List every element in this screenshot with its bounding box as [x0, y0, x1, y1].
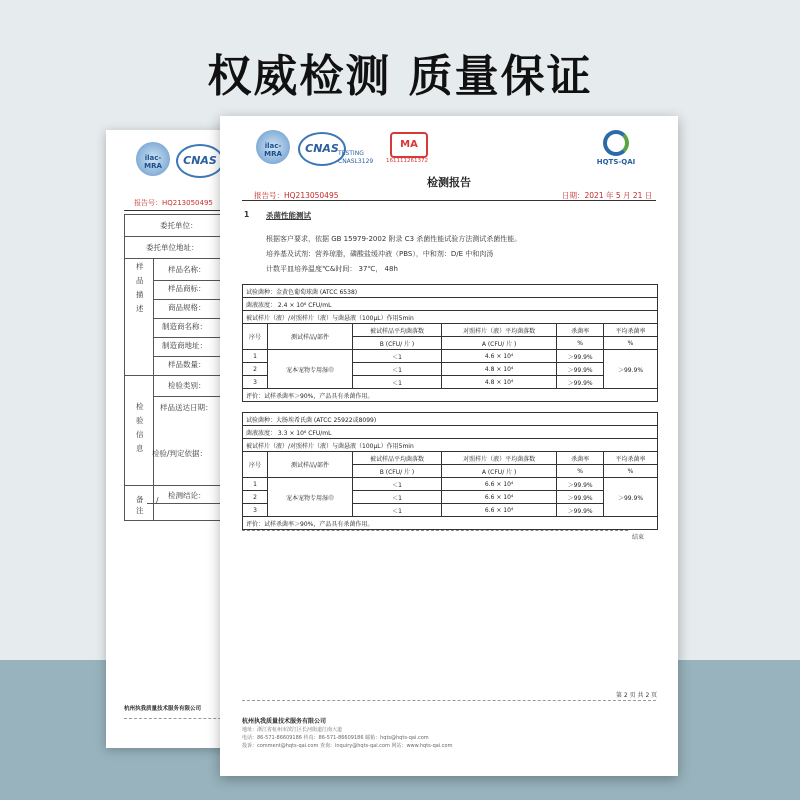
t2-sh-a: A (CFU/ 片 ) [441, 465, 556, 478]
t1-r0-b: ＜1 [353, 350, 442, 363]
t1-h-rate: 杀菌率 [557, 324, 604, 337]
t2-r1-r: ＞99.9% [557, 491, 604, 504]
t1-sh-rate: % [557, 337, 604, 350]
intro-line-1: 培养基及试剂：营养琼脂，磷酸盐缓冲液（PBS），中和剂：D/E 中和肉汤 [266, 250, 494, 258]
t1-sh-avg: % [603, 337, 657, 350]
back-company: 杭州执我质量技术服务有限公司 [124, 706, 202, 712]
intro-line-2: 计数平皿培养温度℃&时间： 37℃， 48h [266, 265, 398, 273]
note-label: 备注 [136, 495, 144, 515]
t1-r2-r: ＞99.9% [557, 376, 604, 389]
report-title: 检测报告 [427, 176, 471, 189]
t1-vol: 被试样片（液）/对照样片（液）与菌悬液（100μL）作用5min [243, 311, 658, 324]
company-name: 杭州执我质量技术服务有限公司 [242, 718, 327, 725]
footer-divider [242, 700, 656, 701]
ilac-logo-icon: ilac-MRA [256, 130, 290, 164]
end-divider [242, 530, 628, 531]
t2-r2-b: ＜1 [353, 504, 442, 517]
cnas-number: CNASL3129 [338, 158, 374, 165]
t1-sample: 宠本宠物专用湿巾 [268, 350, 353, 389]
ilac-logo-icon: ilac-MRA [136, 142, 170, 176]
back-row-7: 样品数量： [168, 360, 206, 369]
t1-conc: 菌液浓度： 2.4 × 10⁶ CFU/mL [243, 298, 658, 311]
section-title: 杀菌性能测试 [266, 211, 311, 220]
t2-r1-n: 2 [243, 491, 268, 504]
t1-h-no: 序号 [243, 324, 268, 350]
t2-r0-b: ＜1 [353, 478, 442, 491]
back-row-1: 委托单位地址： [146, 243, 199, 252]
t1-r0-r: ＞99.9% [557, 350, 604, 363]
hqts-label: HQTS-QAI [596, 158, 636, 166]
t2-h-rate: 杀菌率 [557, 452, 604, 465]
back-row-10: 检验/判定依据： [152, 449, 208, 458]
back-row-9: 样品送达日期： [160, 403, 213, 412]
footer-line-2: 投诉：comment@hqts-qai.com 查询：inquiry@hqts-qai.com 网站：www.hqts-qai.com [242, 743, 453, 749]
t1-r1-b: ＜1 [353, 363, 442, 376]
report-page-front [220, 116, 678, 776]
t1-sh-a: A (CFU/ 片 ) [441, 337, 556, 350]
headline: 权威检测 质量保证 [207, 51, 593, 102]
t2-r2-n: 3 [243, 504, 268, 517]
t2-r1-a: 6.6 × 10⁴ [441, 491, 556, 504]
t2-sample: 宠本宠物专用湿巾 [268, 478, 353, 517]
t2-h-no: 序号 [243, 452, 268, 478]
t1-h-a: 对照样片（液）平均菌落数 [441, 324, 556, 337]
t1-r1-r: ＞99.9% [557, 363, 604, 376]
t1-avg: ＞99.9% [603, 350, 657, 389]
header-rule [242, 200, 656, 201]
t1-r0-n: 1 [243, 350, 268, 363]
back-row-8: 检验类别： [168, 381, 206, 390]
t1-r1-a: 4.8 × 10⁴ [441, 363, 556, 376]
t2-r0-n: 1 [243, 478, 268, 491]
group-check-label: 检验信息 [136, 402, 144, 453]
t1-r2-n: 3 [243, 376, 268, 389]
footer-line-0: 地址：浙江省杭州市滨江区长河街道江南大道 [242, 727, 343, 733]
group-sample-label: 样品描述 [136, 262, 144, 313]
cnas-logo-icon: CNAS [298, 132, 346, 166]
t1-r1-n: 2 [243, 363, 268, 376]
t2-conc: 菌液浓度： 3.3 × 10⁶ CFU/mL [243, 426, 658, 439]
back-row-2: 样品名称： [168, 265, 206, 274]
hqts-logo [586, 130, 646, 166]
t2-h-b: 被试样品平均菌落数 [353, 452, 442, 465]
cma-logo-icon: MA [390, 132, 428, 158]
t1-h-sample: 测试样品/部件 [268, 324, 353, 350]
section-number: 1 [244, 210, 250, 219]
t2-r2-a: 6.6 × 10⁴ [441, 504, 556, 517]
t1-r0-a: 4.6 × 10⁴ [441, 350, 556, 363]
t2-r0-r: ＞99.9% [557, 478, 604, 491]
t2-avg: ＞99.9% [603, 478, 657, 517]
t2-eval: 评价：试样杀菌率＞90%，产品具有杀菌作用。 [243, 517, 658, 530]
t2-h-a: 对照样片（液）平均菌落数 [441, 452, 556, 465]
t2-r0-a: 6.6 × 10⁴ [441, 478, 556, 491]
back-row-5: 制造商名称： [162, 322, 207, 331]
page-number: 第 2 页 共 2 页 [616, 692, 658, 699]
t2-sh-b: B (CFU/ 片 ) [353, 465, 442, 478]
back-row-11: 检测结论： [168, 491, 206, 500]
t2-sh-avg: % [603, 465, 657, 478]
back-row-6: 制造商地址： [162, 341, 207, 350]
t1-h-b: 被试样品平均菌落数 [353, 324, 442, 337]
back-row-3: 样品商标： [168, 284, 206, 293]
intro-line-0: 根据客户要求，依据 GB 15979-2002 附录 C3 杀菌性能试验方法测试杀菌性能。 [266, 235, 522, 243]
back-row-0: 委托单位： [160, 221, 198, 230]
t2-sh-rate: % [557, 465, 604, 478]
footer-line-1: 电话：86-571-86609186 传真：86-571-86609186 邮箱：hqts@hqts-qai.com [242, 735, 429, 741]
report-number: 报告号：HQ213050495 [254, 191, 339, 200]
cnas-logo-icon: CNAS [176, 144, 224, 178]
t1-h-avg: 平均杀菌率 [603, 324, 657, 337]
t1-sh-b: B (CFU/ 片 ) [353, 337, 442, 350]
t1-r2-b: ＜1 [353, 376, 442, 389]
note-value: / [156, 496, 159, 505]
back-report-no: 报告号：HQ213050495 [134, 199, 213, 207]
t2-r1-b: ＜1 [353, 491, 442, 504]
result-table-2 [242, 412, 658, 530]
t2-strain: 试验菌种：大肠埃希氏菌 (ATCC 25922或8099) [243, 413, 658, 426]
t1-eval: 评价：试样杀菌率＞90%，产品具有杀菌作用。 [243, 389, 658, 402]
result-table-1 [242, 284, 658, 402]
report-date: 日期：2021 年 5 月 21 日 [562, 191, 653, 200]
t1-r2-a: 4.8 × 10⁴ [441, 376, 556, 389]
ma-number: 161111261372 [386, 158, 428, 164]
t2-h-sample: 测试样品/部件 [268, 452, 353, 478]
hqts-logo-icon [603, 130, 629, 156]
t1-strain: 试验菌种：金黄色葡萄球菌 (ATCC 6538) [243, 285, 658, 298]
t2-h-avg: 平均杀菌率 [603, 452, 657, 465]
end-mark: 结束 [632, 534, 645, 541]
t2-r2-r: ＞99.9% [557, 504, 604, 517]
t2-vol: 被试样片（液）/对照样片（液）与菌悬液（100μL）作用5min [243, 439, 658, 452]
back-row-4: 商品规格： [168, 303, 206, 312]
testing-label: TESTING [338, 150, 364, 157]
